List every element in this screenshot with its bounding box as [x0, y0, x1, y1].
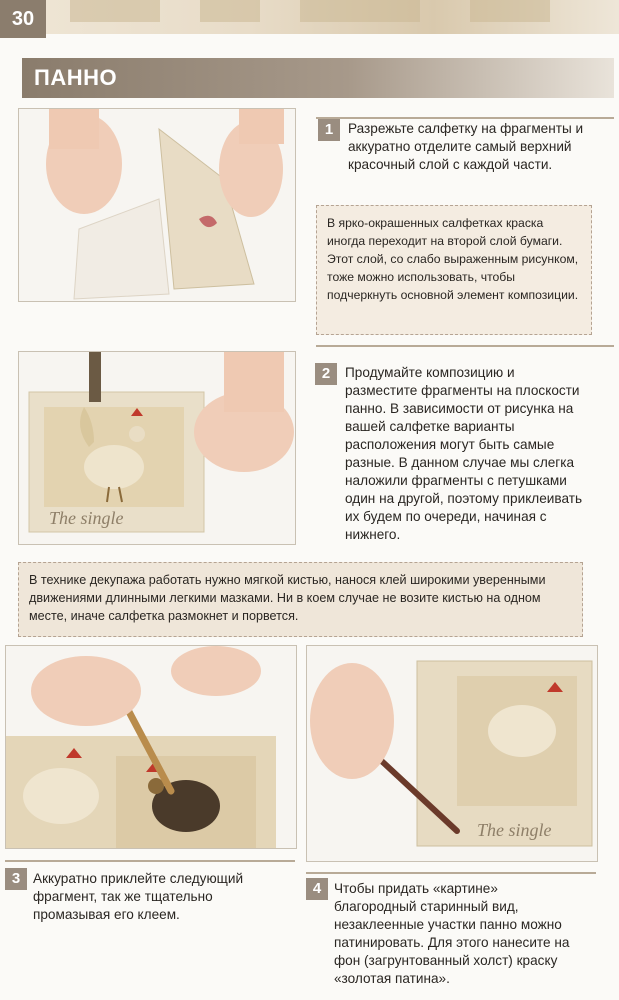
step-divider	[5, 860, 295, 862]
photo-step-3	[5, 645, 297, 849]
section-title: ПАННО	[34, 65, 118, 90]
top-decorative-strip	[0, 0, 619, 34]
strip-pattern	[470, 0, 550, 22]
napkin-script-text: The single	[477, 820, 552, 840]
step-divider	[306, 872, 596, 874]
photo-applying-patina	[307, 646, 597, 861]
strip-pattern	[200, 0, 260, 22]
strip-pattern	[300, 0, 420, 22]
photo-gluing-fragment	[6, 646, 296, 848]
step-number-1: 1	[318, 119, 340, 141]
photo-step-1	[18, 108, 296, 302]
photo-arranging-fragments	[19, 352, 295, 544]
napkin-script-text: The single	[49, 508, 124, 528]
step-1-text: Разрежьте салфетку на фрагменты и аккуратно отделите самый верхний красочный слой с каждой части.	[348, 121, 584, 172]
step-number-4: 4	[306, 878, 328, 900]
photo-hands-separating-napkin	[19, 109, 295, 301]
tip-box-2: В технике декупажа работать нужно мягкой кистью, нанося клей широкими уверенными движениями длинными легкими мазками. Ни в коем случае не возите кистью на одном месте, иначе салфетка размокнет и порвется.	[18, 562, 583, 637]
photo-step-2	[18, 351, 296, 545]
step-4-text: Чтобы придать «картине» благородный старинный вид, незаклеенные участки панно можно патинировать. Для этого нанесите на фон (загрунтованный холст) краску «золотая патина».	[334, 881, 570, 986]
step-divider	[316, 117, 614, 119]
step-number-2: 2	[315, 363, 337, 385]
step-3-text: Аккуратно приклейте следующий фрагмент, так же тщательно промазывая его клеем.	[33, 871, 244, 922]
section-header	[22, 58, 614, 98]
tip-box-1: В ярко-окрашенных салфетках краска иногда переходит на второй слой бумаги. Этот слой, со слабо выраженным рисунком, тоже можно использовать, чтобы подчеркнуть основной элемент композиции.	[316, 205, 592, 335]
step-divider	[316, 345, 614, 347]
step-number-3: 3	[5, 868, 27, 890]
step-2-text: Продумайте композицию и разместите фрагменты на плоскости панно. В зависимости от рисунка на вашей салфетке варианты расположения могут быть самые разные. В данном случае мы слегка наложили фрагменты с петушками один на другой, поэтому приклеивать их будем по очереди, начиная с нижнего.	[345, 365, 583, 542]
page-number: 30	[0, 0, 46, 38]
strip-pattern	[70, 0, 160, 22]
photo-step-4	[306, 645, 598, 862]
